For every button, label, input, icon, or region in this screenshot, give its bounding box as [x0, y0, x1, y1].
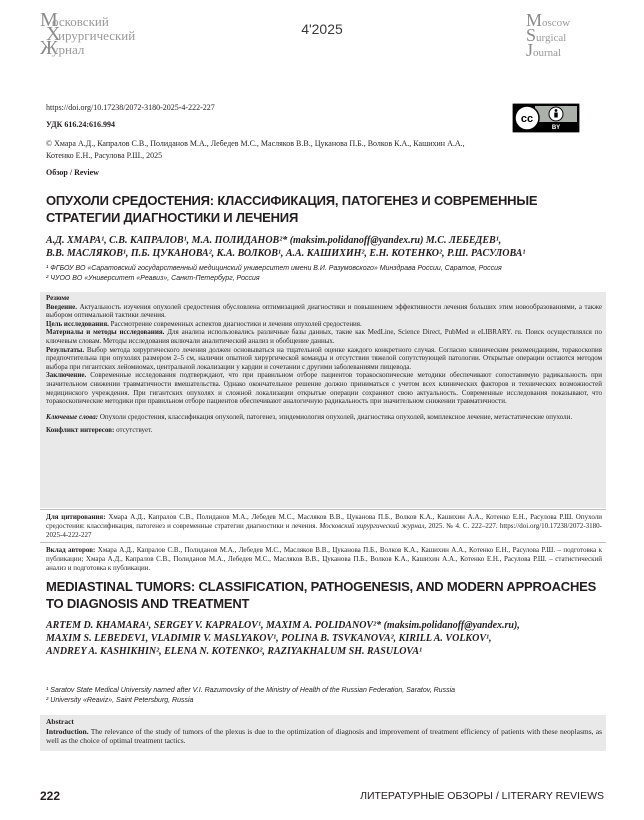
svg-text:BY: BY	[551, 125, 561, 131]
aim-label: Цель исследования.	[46, 319, 109, 328]
authors-ru	[46, 234, 606, 260]
keywords-text: Опухоли средостения, классификация опухолей, патогенез, эпидемиология опухолей, диагностика опухолей, комплексное лечение, метастатические опухоли.	[99, 412, 573, 421]
contrib-text: Хмара А.Д., Капралов С.В., Полиданов М.А., Лебедев М.С., Масляков В.В., Цуканова П.Б., Волков К.А., Кашихин А.А., Котенко Е.Н., Расулова Р.Ш. – подготовка к публикации; Хмара А.Д., Капралов С.В., Полиданов М.А., Лебедев М.С., Масляков В.В., Цуканова П.Б., Волков К.А., Кашихин А.А., Котенко Е.Н., Расулова Р.Ш. – статистический анализ и подготовка к публикации.	[46, 546, 603, 573]
affiliations-en	[46, 686, 606, 705]
contrib-label: Вклад авторов:	[46, 546, 96, 554]
abstract-en	[46, 717, 602, 746]
title-ru: ОПУХОЛИ СРЕДОСТЕНИЯ: КЛАССИФИКАЦИЯ, ПАТОГЕНЕЗ И СОВРЕМЕННЫЕ СТРАТЕГИИ ДИАГНОСТИКИ И ЛЕЧЕНИЯ	[46, 193, 538, 225]
results-text: Выбор метода хирургического лечения должен основываться на тщательной оценке каждого конкретного случая. Согласно клиническим рекомендациям, торакоскопия предпочтительна при опухолях размером 2–5 см, наличии опытной хирургической команды и отсутствии тяжелой сопутствующей патологии. Открытые операции остаются методом выбора при гигантских лейомиомах, центральной локализации у кардии и сочетании с другими заболеваниями пищевода.	[46, 345, 602, 371]
conflict-text: отсутствует.	[116, 426, 153, 435]
divider	[40, 542, 606, 543]
section-name: ЛИТЕРАТУРНЫЕ ОБЗОРЫ / LITERARY REVIEWS	[360, 790, 604, 802]
keywords-label: Ключевые слова:	[46, 412, 99, 421]
methods-label: Материалы и методы исследования.	[46, 328, 165, 337]
authors-en-line: ARTEM D. KHAMARA¹, SERGEY V. KAPRALOV¹, MAXIM A. POLIDANOV²* (maksim.polidanoff@yandex.ru),	[46, 620, 520, 631]
conclusion-text: Современные исследования подтверждают, что при правильном отборе пациентов торакоскопические методики обеспечивают сопоставимую радикальность при значительном снижении травматичности вмешательства. Однако окончательное решение должно приниматься с учетом всех клинических факторов и технических возможностей медицинского учреждения. При гигантских опухолях и сложной локализации открытые операции сохраняют свою актуальность. Современные исследования показывают, что торакоскопические методики при правильном отборе пациентов обеспечивают аналогичную радикальность при значительном снижении травматичности.	[46, 371, 603, 406]
authors-en-line: ANDREY A. KASHIKHIN², ELENA N. KOTENKO², RAZIYAKHALUM SH. RASULOVA¹	[46, 646, 423, 657]
abstract-heading-en: Abstract	[46, 717, 74, 726]
citation-journal: Московский хирургический журнал,	[319, 522, 427, 531]
svg-text:cc: cc	[520, 113, 534, 125]
page-number: 222	[40, 789, 61, 803]
abstract-heading: Резюме	[46, 294, 70, 302]
affiliation: ² ЧУОО ВО «Университет «Реавиз», Санкт-Петербург, Россия	[46, 274, 260, 282]
journal-logo-ru: Московский Хирургический Журнал	[40, 9, 136, 59]
title-en: MEDIASTINAL TUMORS: CLASSIFICATION, PATHOGENESIS, AND MODERN APPROACHES TO DIAGNOSIS AND TREATMENT	[46, 579, 597, 611]
affiliation: ² University «Reaviz», Saint Petersburg, Russia	[46, 696, 194, 704]
conclusion-label: Заключение.	[46, 371, 87, 380]
copyright-line: © Хмара А.Д., Капралов С.В., Полиданов М.А., Лебедев М.С., Масляков В.В., Цуканова П.Б., Волков К.А., Кашихин А.А., Котенко Е.Н., Расулова Р.Ш., 2025	[46, 139, 465, 160]
author-contributions	[46, 546, 602, 574]
udk-code: УДК 616.24:616.994	[46, 120, 116, 129]
aim-text: Рассмотрение современных аспектов диагностики и лечения опухолей средостения.	[110, 319, 362, 328]
citation-text: Хмара А.Д., Капралов С.В., Полиданов М.А., Лебедев М.С., Масляков В.В., Цуканова П.Б., Волков К.А., Кашихин А.А., Котенко Е.Н., Расулова Р.Ш. Опухоли средостения: классификация, патогенез и современные стратегии диагностики и лечения.	[46, 513, 602, 531]
intro-label-en: Introduction.	[46, 726, 89, 736]
authors-ru-line: А.Д. ХМАРА¹, С.В. КАПРАЛОВ¹, М.А. ПОЛИДАНОВ²* (maksim.polidanoff@yandex.ru) М.С. ЛЕБЕДЕВ¹,	[46, 235, 502, 246]
abstract-ru	[46, 294, 602, 435]
intro-label: Введение.	[46, 302, 78, 311]
article-type: Обзор / Review	[46, 168, 99, 177]
authors-en	[46, 619, 606, 658]
cc-by-license-icon[interactable]	[512, 103, 580, 133]
authors-ru-line: В.В. МАСЛЯКОВ¹, П.Б. ЦУКАНОВА², К.А. ВОЛКОВ¹, А.А. КАШИХИН², Е.Н. КОТЕНКО², Р.Ш. РАСУЛОВА¹	[46, 248, 526, 259]
affiliations-ru	[46, 264, 606, 283]
results-label: Результаты.	[46, 345, 85, 354]
issue-number: 4'2025	[301, 21, 343, 37]
citation-tail: 2025. № 4. С. 222–227. https://doi.org/10.17238/2072-3180-2025-4-222-227	[46, 522, 602, 540]
intro-text-en: The relevance of the study of tumors of the plexus is due to the optimization of diagnosis and improvement of treatment efficiency of patients with these neoplasms, as well as the choice of optimal treatment tactics.	[46, 726, 602, 745]
doi-link[interactable]: https://doi.org/10.17238/2072-3180-2025-4-222-227	[46, 103, 215, 112]
affiliation: ¹ ФГБОУ ВО «Саратовский государственный медицинский университет имени В.И. Разумовского» Минздрава России, Саратов, Россия	[46, 265, 502, 272]
divider	[40, 509, 606, 510]
citation	[46, 513, 602, 541]
citation-label: Для цитирования:	[46, 513, 106, 521]
methods-text: Для анализа использовались различные базы данных, такие как MedLine, Science Direct, PubMed и eLIBRARY. ru. Поиск осуществлялся по ключевым словам. Методы исследования включали аналитический анализ и обобщение данных.	[46, 328, 602, 345]
conflict-label: Конфликт интересов:	[46, 426, 115, 435]
intro-text: Актуальность изучения опухолей средостения обусловлена оптимизацией диагностики и повышением эффективности лечения больших этим новообразованиями, а также выбором оптимальной тактики лечения.	[46, 302, 603, 320]
journal-logo-en: Moscow Surgical Journal	[526, 10, 571, 60]
authors-en-line: MAXIM S. LEBEDEV1, VLADIMIR V. MASLYAKOV¹, POLINA B. TSVKANOVA², KIRILL A. VOLKOV¹,	[46, 633, 492, 644]
affiliation: ¹ Saratov State Medical University named after V.I. Razumovsky of the Ministry of Health of the Russian Federation, Saratov, Russia	[46, 687, 456, 694]
